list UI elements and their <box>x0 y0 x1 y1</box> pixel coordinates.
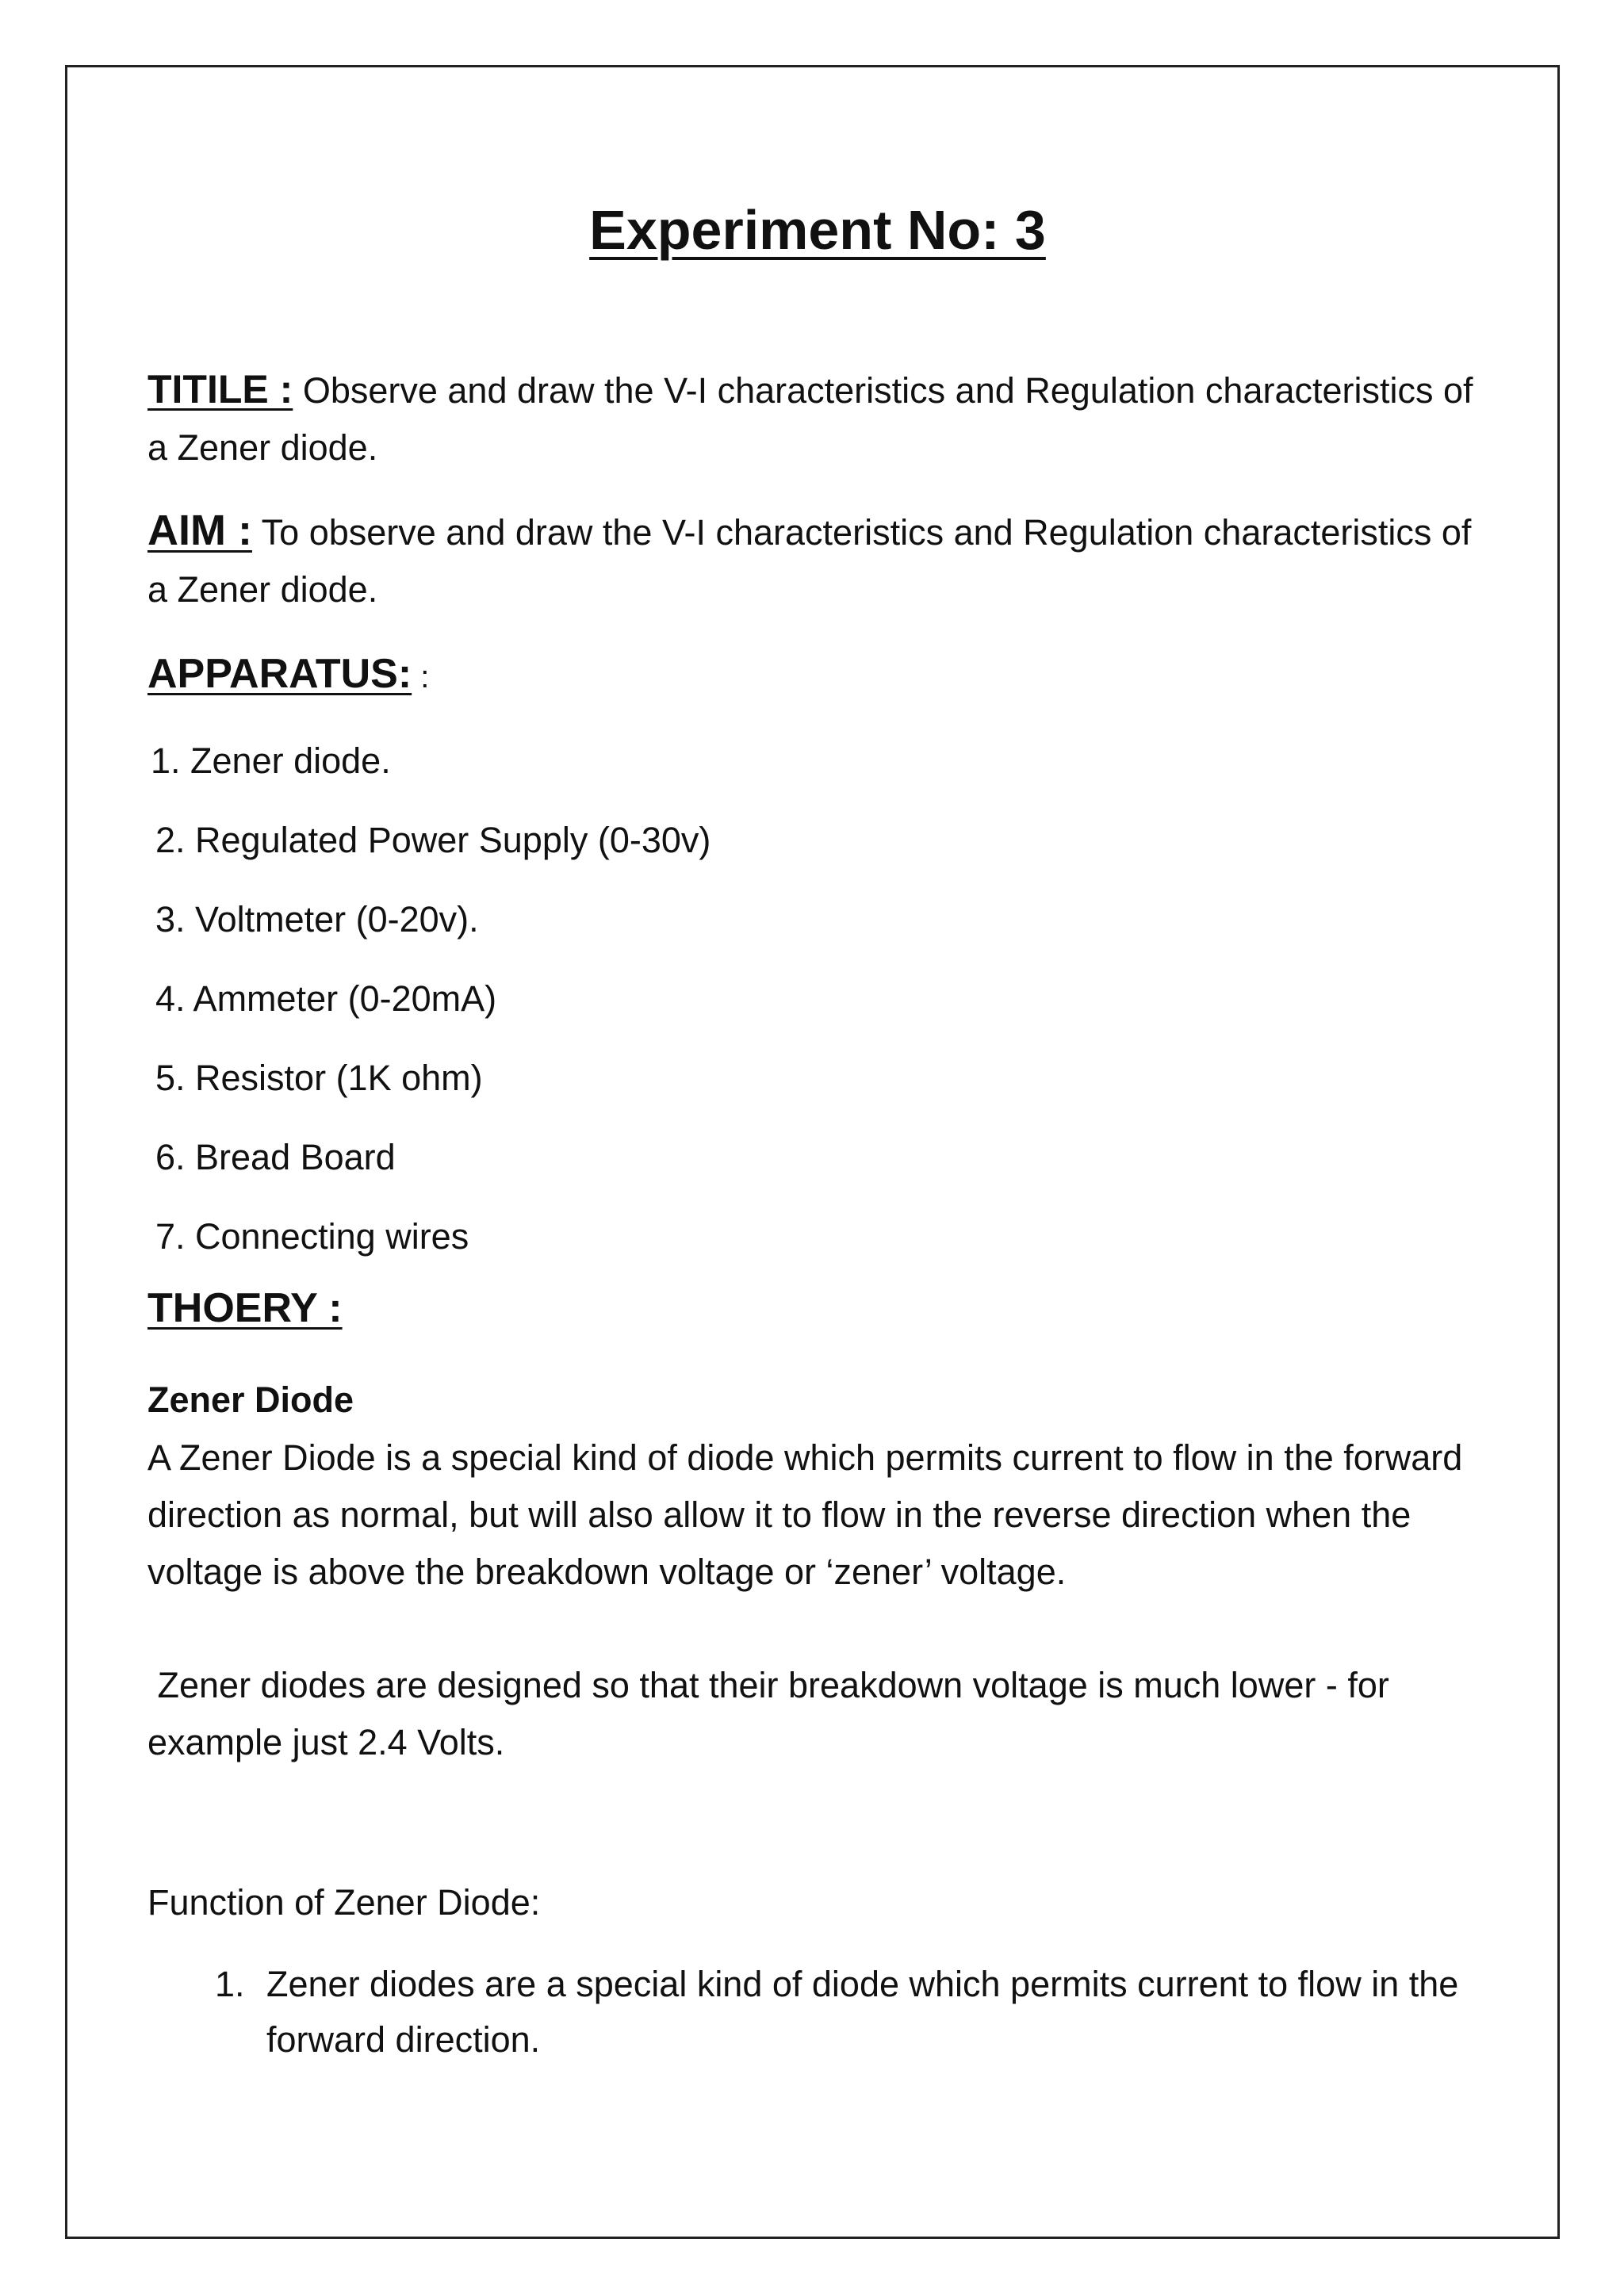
apparatus-heading <box>147 650 1488 698</box>
apparatus-suffix: : <box>412 660 430 695</box>
theory-label: THOERY : <box>147 1285 343 1331</box>
function-item <box>147 1957 1488 2068</box>
zener-diode-subheading: Zener Diode <box>147 1380 354 1420</box>
aim-text: To observe and draw the V-I characteristics and Regulation characteristics of a Zener diode. <box>147 512 1472 610</box>
function-item-number: 1. <box>215 1964 245 2004</box>
apparatus-list <box>147 721 1488 1276</box>
title-label: TITILE : <box>147 367 293 411</box>
function-item-text: Zener diodes are a special kind of diode which permits current to flow in the forward direction. <box>266 1964 1459 2060</box>
theory-heading <box>147 1284 1488 1332</box>
apparatus-item: 5. Resistor (1K ohm) <box>155 1058 483 1098</box>
apparatus-label: APPARATUS: <box>147 651 412 697</box>
function-list-container <box>147 1957 1488 2068</box>
apparatus-item: 7. Connecting wires <box>155 1216 469 1257</box>
function-heading: Function of Zener Diode: <box>147 1882 541 1923</box>
apparatus-item: 2. Regulated Power Supply (0-30v) <box>155 820 711 860</box>
aim-label: AIM : <box>147 507 252 554</box>
function-list <box>147 1957 1488 2068</box>
title-text: Observe and draw the V-I characteristics and Regulation characteristics of a Zener diode. <box>147 370 1473 468</box>
theory-paragraph-2: Zener diodes are designed so that their breakdown voltage is much lower - for example just 2.4 Volts. <box>147 1665 1400 1762</box>
apparatus-item: 6. Bread Board <box>155 1137 396 1177</box>
theory-paragraph-1: A Zener Diode is a special kind of diode which permits current to flow in the forward direction as normal, but will also allow it to flow in the reverse direction when the voltage is above the breakdown voltage or ‘zener’ voltage. <box>147 1437 1463 1592</box>
aim-section <box>147 502 1488 618</box>
apparatus-item: 4. Ammeter (0-20mA) <box>155 978 497 1019</box>
title-section <box>147 361 1488 476</box>
apparatus-list-container <box>147 721 1488 1276</box>
page-title-text: Experiment No: 3 <box>589 199 1046 261</box>
apparatus-item: 3. Voltmeter (0-20v). <box>155 899 479 939</box>
apparatus-item: 1. Zener diode. <box>151 740 391 781</box>
page-title <box>147 198 1488 262</box>
